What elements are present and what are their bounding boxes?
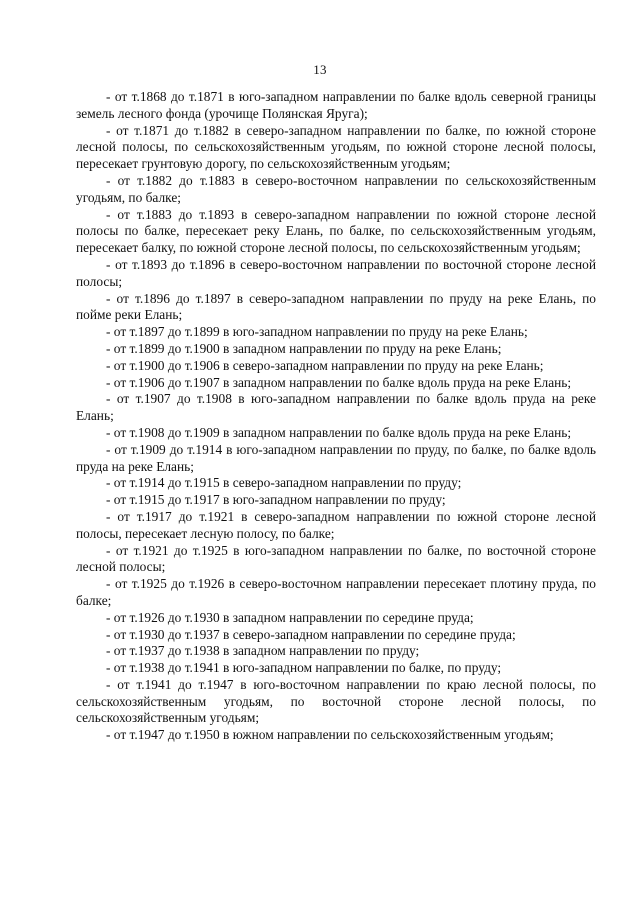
boundary-segment-paragraph: - от т.1906 до т.1907 в западном направлении по балке вдоль пруда на реке Елань;: [106, 374, 572, 390]
boundary-segment-paragraph: - от т.1941 до т.1947 в юго-восточном направлении по краю лесной полосы, по сельскохозяйственным угодьям, по восточной стороне лесной полосы, по сельскохозяйственным угодьям;: [76, 676, 596, 726]
boundary-segment-paragraph: - от т.1871 до т.1882 в северо-западном направлении по балке, по южной стороне лесной полосы, по сельскохозяйственным угодьям, по южной стороне лесной полосы, пересекает грунтовую дорогу, по сельскохозяйственным угодьям;: [76, 122, 596, 172]
document-body: [76, 89, 596, 744]
boundary-segment-paragraph: - от т.1914 до т.1915 в северо-западном направлении по пруду;: [106, 475, 462, 491]
boundary-segment-paragraph: - от т.1908 до т.1909 в западном направлении по балке вдоль пруда на реке Елань;: [106, 424, 572, 440]
boundary-segment-paragraph: - от т.1907 до т.1908 в юго-западном направлении по балке вдоль пруда на реке Елань;: [76, 391, 596, 424]
boundary-segment-paragraph: - от т.1897 до т.1899 в юго-западном направлении по пруду на реке Елань;: [106, 324, 528, 340]
boundary-segment-paragraph: - от т.1868 до т.1871 в юго-западном направлении по балке вдоль северной границы земель лесного фонда (урочище Полянская Яруга);: [76, 89, 596, 121]
boundary-segment-paragraph: - от т.1909 до т.1914 в юго-западном направлении по пруду, по балке, по балке вдоль пруда на реке Елань;: [76, 441, 596, 474]
boundary-segment-paragraph: - от т.1900 до т.1906 в северо-западном направлении по пруду на реке Елань;: [106, 357, 544, 373]
boundary-segment-paragraph: - от т.1883 до т.1893 в северо-западном направлении по южной стороне лесной полосы по балке, пересекает реку Елань, по балке, по сельскохозяйственным угодьям, пересекает балку, по южной стороне лесной полосы, по сельскохозяйственным угодьям;: [76, 206, 596, 256]
boundary-segment-paragraph: - от т.1893 до т.1896 в северо-восточном направлении по восточной стороне лесной полосы;: [76, 256, 596, 289]
boundary-segment-paragraph: - от т.1926 до т.1930 в западном направлении по середине пруда;: [106, 609, 474, 625]
boundary-segment-paragraph: - от т.1915 до т.1917 в юго-западном направлении по пруду;: [106, 492, 446, 508]
boundary-segment-paragraph: - от т.1938 до т.1941 в юго-западном направлении по балке, по пруду;: [106, 660, 502, 676]
boundary-segment-paragraph: - от т.1947 до т.1950 в южном направлении по сельскохозяйственным угодьям;: [106, 727, 554, 743]
page-number: 13: [313, 62, 327, 77]
boundary-segment-paragraph: - от т.1930 до т.1937 в северо-западном направлении по середине пруда;: [106, 626, 516, 642]
boundary-segment-paragraph: - от т.1937 до т.1938 в западном направлении по пруду;: [106, 643, 420, 659]
boundary-segment-paragraph: - от т.1896 до т.1897 в северо-западном направлении по пруду на реке Елань, по пойме реки Елань;: [76, 290, 596, 323]
boundary-segment-paragraph: - от т.1921 до т.1925 в юго-западном направлении по балке, по восточной стороне лесной полосы;: [76, 542, 596, 575]
boundary-segment-paragraph: - от т.1917 до т.1921 в северо-западном направлении по южной стороне лесной полосы, пересекает лесную полосу, по балке;: [76, 508, 596, 541]
boundary-segment-paragraph: - от т.1925 до т.1926 в северо-восточном направлении пересекает плотину пруда, по балке;: [76, 576, 596, 608]
boundary-segment-paragraph: - от т.1882 до т.1883 в северо-восточном направлении по сельскохозяйственным угодьям, по балке;: [76, 172, 596, 205]
boundary-segment-paragraph: - от т.1899 до т.1900 в западном направлении по пруду на реке Елань;: [106, 340, 502, 356]
